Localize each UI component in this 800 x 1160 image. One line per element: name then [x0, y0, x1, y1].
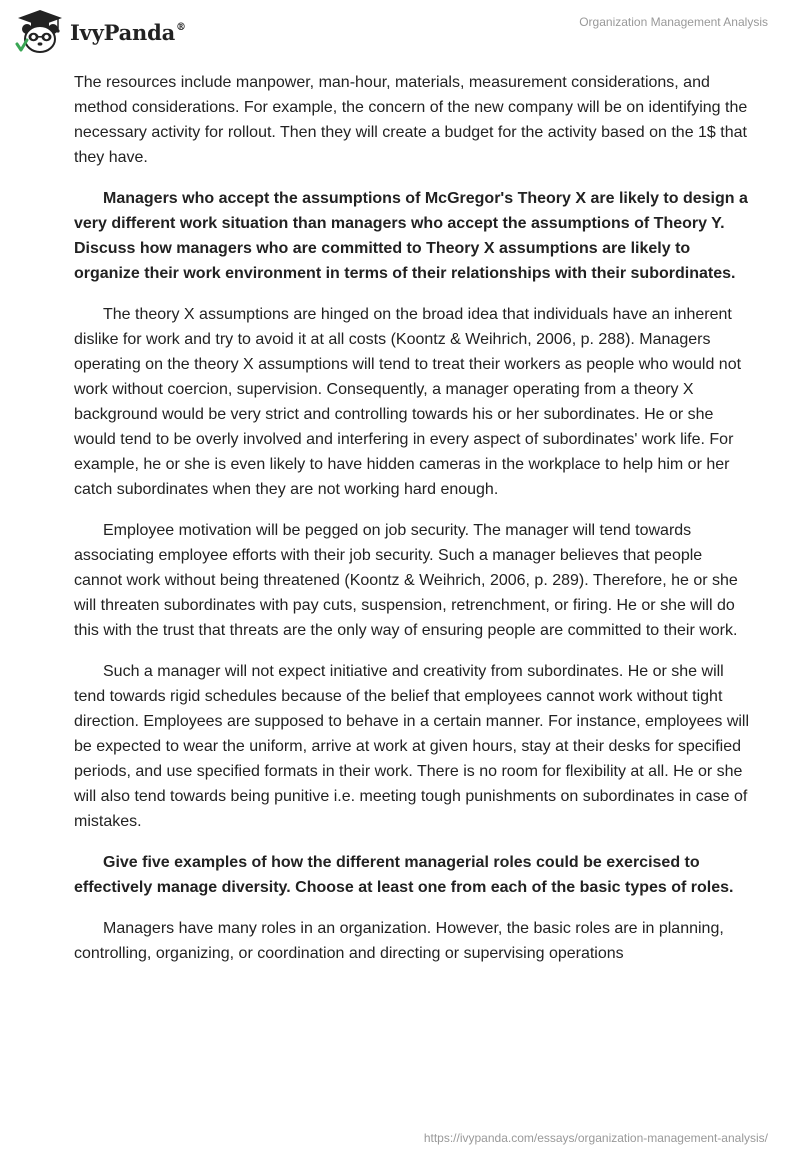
question-managerial-roles: Give five examples of how the different managerial roles could be exercised to effectively manage diversity. Choose at least one from each of the basic types of roles. — [74, 854, 734, 896]
page-header — [0, 0, 800, 64]
brand-registered-mark: ® — [176, 21, 186, 33]
panda-graduate-logo-icon — [14, 8, 66, 56]
paragraph-manager-roles: Managers have many roles in an organization. However, the basic roles are in planning, controlling, organizing, or coordination and directing or supervising operations — [74, 920, 724, 962]
source-url[interactable]: https://ivypanda.com/essays/organization-management-analysis/ — [423, 1131, 768, 1145]
essay-body — [74, 70, 754, 982]
paragraph-rigid-schedules: Such a manager will not expect initiative and creativity from subordinates. He or she will tend towards rigid schedules because of the belief that employees cannot work without tight direction. Employees are supposed to behave in a certain manner. For instance, employees will be expected to wear the uniform, arrive at work at given hours, stay at their desks for specified periods, and use specified formats in their work. There is no room for flexibility at all. He or she will also tend towards being punitive i.e. meeting tough punishments on subordinates in case of mistakes. — [74, 663, 750, 830]
paragraph-resources: The resources include manpower, man-hour, materials, measurement considerations, and method considerations. For example, the concern of the new company will be on identifying the necessary activity for rollout. Then they will create a budget for the activity based on the 1$ that they have. — [74, 74, 748, 166]
brand-logo[interactable] — [14, 8, 186, 56]
question-theory-x: Managers who accept the assumptions of McGregor's Theory X are likely to design a very different work situation than managers who accept the assumptions of Theory Y. Discuss how managers who are committed to Theory X assumptions are likely to organize their work environment in terms of their relationships with their subordinates. — [74, 190, 748, 282]
brand-name: IvyPanda® — [70, 19, 186, 45]
paragraph-employee-motivation: Employee motivation will be pegged on job security. The manager will tend towards associating employee efforts with their job security. Such a manager believes that people cannot work without being threatened (Koontz & Weihrich, 2006, p. 289). Therefore, he or she will threaten subordinates with pay cuts, suspension, retrenchment, or firing. He or she will do this with the trust that threats are the only way of ensuring people are committed to their work. — [74, 522, 738, 639]
running-title: Organization Management Analysis — [579, 15, 768, 29]
paragraph-theory-x-assumptions: The theory X assumptions are hinged on the broad idea that individuals have an inherent dislike for work and try to avoid it at all costs (Koontz & Weihrich, 2006, p. 288). Managers operating on the theory X assumptions will tend to treat their workers as people who would not work without coercion, supervision. Consequently, a manager operating from a theory X background would be very strict and controlling towards his or her subordinates. He or she would tend to be overly involved and interfering in every aspect of subordinates' work life. For example, he or she is even likely to have hidden cameras in the workplace to help him or her catch subordinates when they are not working hard enough. — [74, 306, 742, 498]
